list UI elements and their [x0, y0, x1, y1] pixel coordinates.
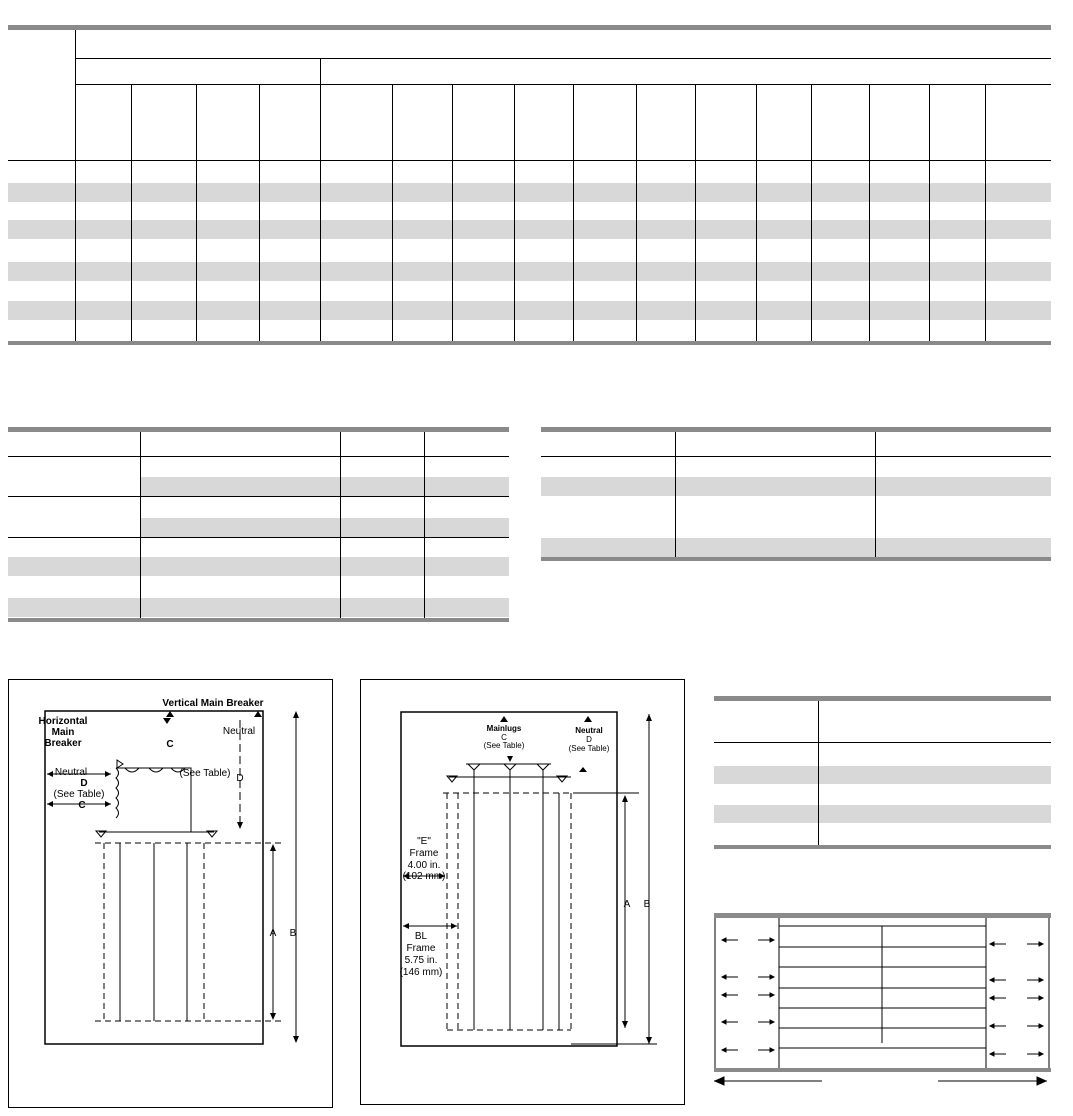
svg-text:D: D — [586, 735, 592, 744]
b-label: B — [643, 899, 651, 910]
column-divider — [573, 84, 574, 341]
horizontal-main-breaker-label: Horizontal — [38, 716, 88, 727]
column-divider — [636, 84, 637, 341]
a-label: A — [269, 928, 277, 939]
row-line — [714, 742, 1051, 743]
table-row-shade — [8, 183, 1051, 202]
column-divider — [424, 432, 425, 618]
table-bottom-rule — [8, 618, 509, 622]
table-top-rule — [541, 427, 1051, 432]
column-divider — [131, 84, 132, 341]
c-label: C — [166, 739, 174, 750]
column-divider — [514, 84, 515, 341]
column-divider — [869, 84, 870, 341]
table-bottom-rule — [714, 845, 1051, 849]
neutral-label: Neutral — [575, 726, 603, 735]
table-row-shade — [140, 477, 509, 496]
svg-text:4.00 in.: 4.00 in. — [407, 860, 441, 871]
table-row-shade — [714, 766, 1051, 784]
row-line — [541, 456, 1051, 457]
svg-text:5.75 in.: 5.75 in. — [404, 955, 438, 966]
svg-text:C: C — [501, 733, 507, 742]
table-bottom-rule — [541, 557, 1051, 561]
row-line — [8, 456, 509, 457]
header-divider — [75, 58, 1051, 59]
table-row-shade — [8, 220, 1051, 239]
spacing-diagram-drawing — [714, 918, 1051, 1098]
svg-text:(102 mm): (102 mm) — [402, 871, 446, 882]
table-row-shade — [541, 477, 1051, 496]
svg-text:Frame: Frame — [409, 848, 439, 859]
neutral-left-label: Neutral — [54, 767, 88, 778]
column-divider — [695, 84, 696, 341]
svg-text:Frame: Frame — [406, 943, 436, 954]
left-diagram-drawing — [9, 680, 332, 1107]
e-frame-label: "E" — [417, 836, 431, 847]
column-divider — [818, 701, 819, 845]
vertical-main-breaker-label: Vertical Main Breaker — [162, 698, 264, 709]
d-label-left: D — [80, 778, 88, 789]
a-label: A — [623, 899, 631, 910]
top-table-bottom-rule — [8, 341, 1051, 345]
see-table-left-label: (See Table) — [53, 789, 105, 800]
c-label-left: C — [78, 800, 86, 811]
column-divider — [756, 84, 757, 341]
table-row-shade — [8, 262, 1051, 281]
table-top-rule — [8, 427, 509, 432]
header-divider — [75, 84, 1051, 85]
column-divider — [259, 84, 260, 341]
column-divider — [452, 84, 453, 341]
left-diagram — [8, 679, 333, 1108]
arrow-pair — [722, 938, 774, 942]
svg-text:Breaker: Breaker — [44, 738, 82, 749]
breaker-wave — [116, 768, 119, 818]
column-divider — [929, 84, 930, 341]
see-table-c-label: (See Table) — [179, 768, 231, 779]
row-line — [8, 537, 509, 538]
column-divider — [811, 84, 812, 341]
column-divider — [320, 58, 321, 341]
column-divider — [985, 84, 986, 341]
column-divider — [140, 432, 141, 618]
column-divider — [392, 84, 393, 341]
column-divider — [675, 432, 676, 557]
top-table-top-rule — [8, 25, 1051, 30]
svg-text:(See Table): (See Table) — [483, 741, 525, 750]
header-bottom-line — [8, 160, 1051, 161]
row-line — [8, 496, 509, 497]
column-divider — [340, 432, 341, 618]
d-label-right: D — [236, 773, 244, 784]
table-row-shade — [8, 557, 509, 576]
neutral-right-label: Neutral — [222, 726, 256, 737]
column-divider — [75, 30, 76, 341]
right-diagram — [360, 679, 685, 1105]
table-row-shade — [8, 598, 509, 617]
svg-text:(146 mm): (146 mm) — [399, 967, 443, 978]
table-row-shade — [8, 301, 1051, 320]
table-row-shade — [541, 538, 1051, 557]
svg-text:Main: Main — [51, 727, 75, 738]
b-label: B — [289, 928, 297, 939]
svg-text:(See Table): (See Table) — [568, 744, 610, 753]
table-row-shade — [714, 805, 1051, 823]
table-row-shade — [140, 518, 509, 537]
mainlugs-label: Mainlugs — [486, 724, 522, 733]
right-diagram-drawing — [361, 680, 684, 1104]
bl-frame-label: BL — [414, 931, 428, 942]
column-divider — [875, 432, 876, 557]
table-top-rule — [714, 696, 1051, 701]
column-divider — [196, 84, 197, 341]
